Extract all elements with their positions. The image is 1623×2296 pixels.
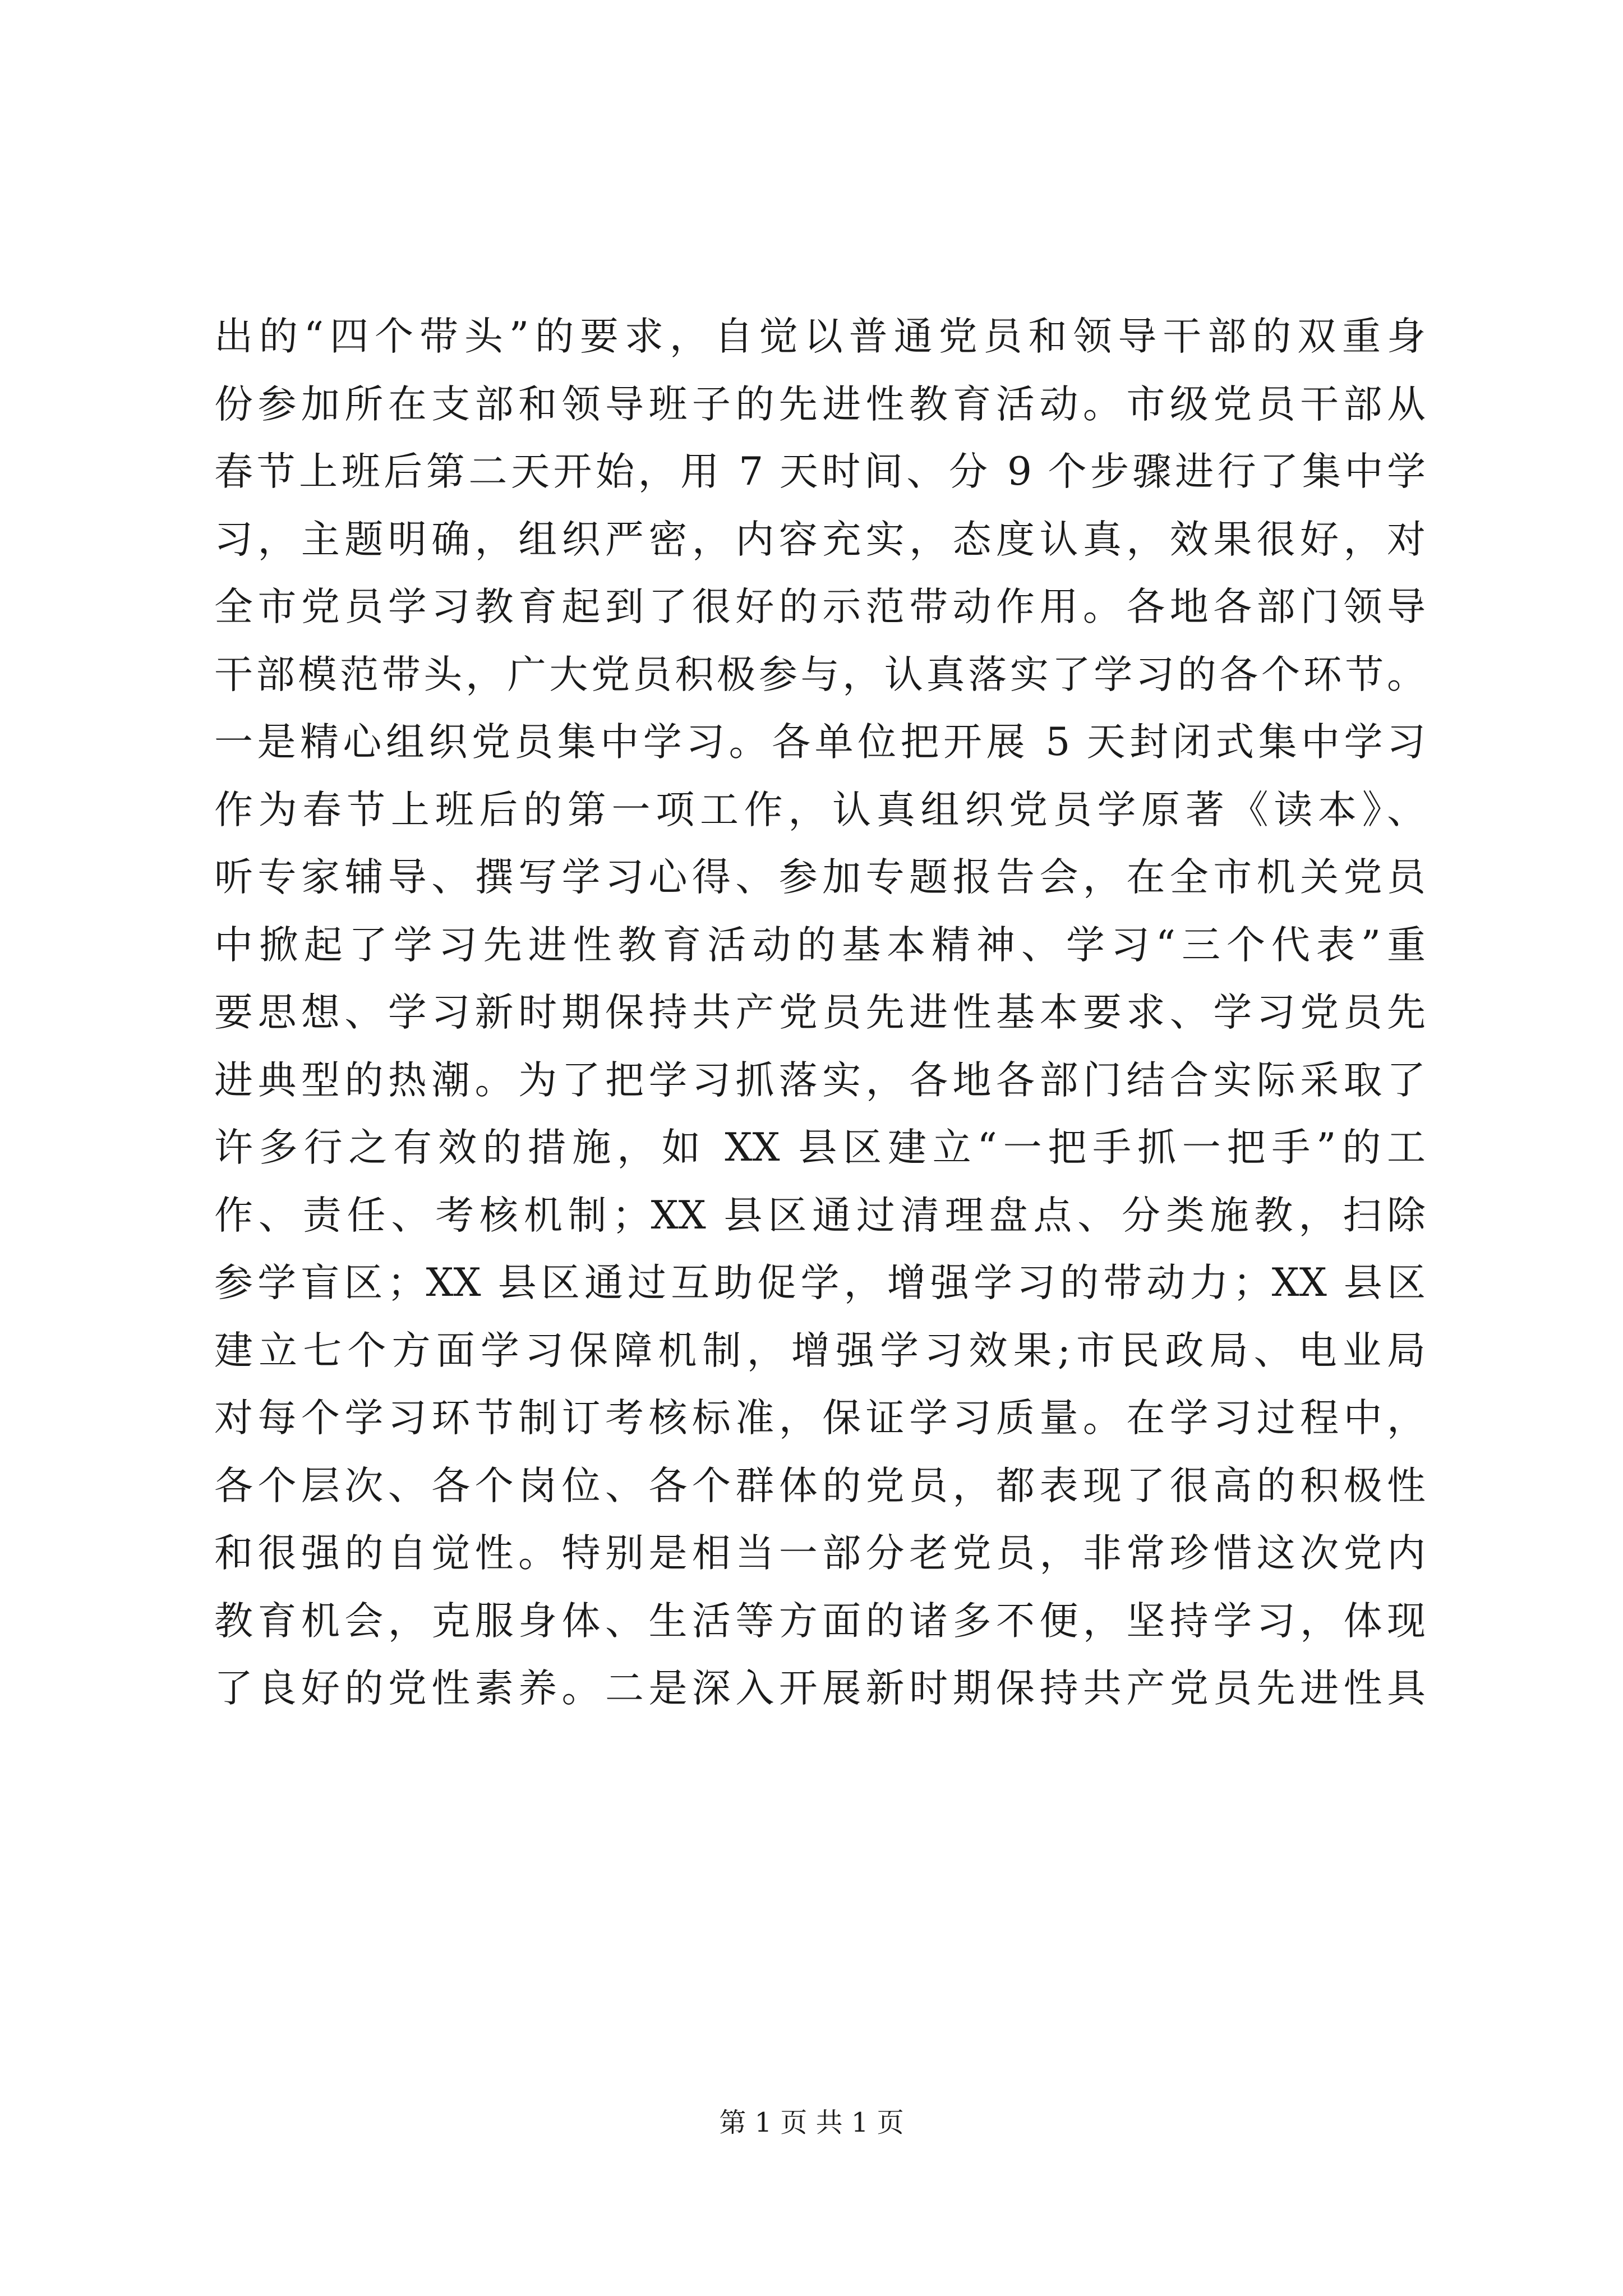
text-line: 进典型的热潮。为了把学习抓落实，各地各部门结合实际采取了	[214, 1057, 1426, 1103]
text-line: 各个层次、各个岗位、各个群体的党员，都表现了很高的积极性	[214, 1463, 1426, 1508]
text-line: 建立七个方面学习保障机制，增强学习效果;市民政局、电业局	[214, 1328, 1426, 1373]
text-line: 听专家辅导、撰写学习心得、参加专题报告会，在全市机关党员	[214, 855, 1426, 900]
text-line: 份参加所在支部和领导班子的先进性教育活动。市级党员干部从	[214, 381, 1426, 427]
text-line: 出的“四个带头”的要求，自觉以普通党员和领导干部的双重身	[214, 314, 1426, 359]
text-line: 中掀起了学习先进性教育活动的基本精神、学习“三个代表”重	[214, 922, 1426, 968]
text-line: 干部模范带头，广大党员积极参与，认真落实了学习的各个环节。	[214, 652, 1426, 697]
text-line: 习，主题明确，组织严密，内容充实，态度认真，效果很好，对	[214, 517, 1426, 562]
text-line: 和很强的自觉性。特别是相当一部分老党员，非常珍惜这次党内	[214, 1531, 1426, 1576]
text-line: 春节上班后第二天开始，用 7 天时间、分 9 个步骤进行了集中学	[214, 449, 1426, 494]
text-line: 作、责任、考核机制；XX 县区通过清理盘点、分类施教，扫除	[214, 1193, 1426, 1238]
text-line: 了良好的党性素养。二是深入开展新时期保持共产党员先进性具	[214, 1666, 1426, 1711]
text-line: 许多行之有效的措施，如 XX 县区建立“一把手抓一把手”的工	[214, 1125, 1426, 1170]
page-number-label: 第 1 页 共 1 页	[719, 2107, 904, 2138]
text-line: 参学盲区；XX 县区通过互助促学，增强学习的带动力；XX 县区	[214, 1260, 1426, 1305]
body-paragraph	[214, 303, 1426, 1723]
page-footer	[0, 2101, 1623, 2139]
text-line: 要思想、学习新时期保持共产党员先进性基本要求、学习党员先	[214, 990, 1426, 1035]
text-line: 教育机会，克服身体、生活等方面的诸多不便，坚持学习，体现	[214, 1598, 1426, 1644]
text-line: 一是精心组织党员集中学习。各单位把开展 5 天封闭式集中学习	[214, 720, 1426, 765]
text-line: 全市党员学习教育起到了很好的示范带动作用。各地各部门领导	[214, 585, 1426, 629]
text-line: 对每个学习环节制订考核标准，保证学习质量。在学习过程中，	[214, 1396, 1426, 1441]
text-line: 作为春节上班后的第一项工作，认真组织党员学原著《读本》、	[214, 787, 1426, 832]
